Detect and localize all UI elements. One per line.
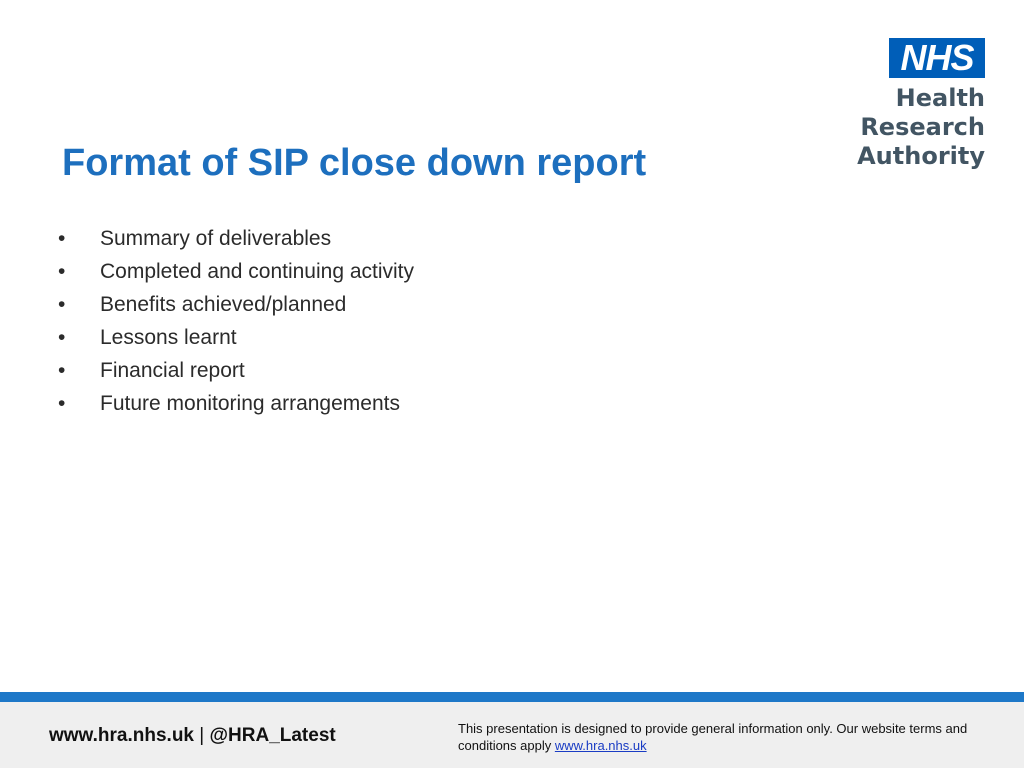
bullet-icon: • (58, 392, 66, 415)
slide-title: Format of SIP close down report (62, 142, 647, 184)
nhs-logo-box: NHS (889, 38, 985, 78)
bullet-icon: • (58, 227, 66, 250)
bullet-icon: • (58, 359, 66, 382)
bullet-item-activity (58, 255, 414, 288)
bullet-text: Financial report (100, 359, 245, 382)
footer-website: www.hra.nhs.uk (49, 725, 194, 746)
bullet-item-monitoring (58, 387, 414, 420)
bullet-item-financial (58, 354, 414, 387)
bullet-text: Benefits achieved/planned (100, 293, 347, 316)
footer-website-link[interactable]: www.hra.nhs.uk (554, 738, 647, 753)
bullet-icon: • (58, 260, 66, 283)
organisation-name (779, 84, 985, 171)
bullet-item-benefits (58, 288, 414, 321)
organisation-name-line-2: Authority (857, 142, 985, 170)
bullet-item-summary (58, 222, 414, 255)
bullet-text: Completed and continuing activity (100, 260, 415, 283)
bullet-text: Lessons learnt (100, 326, 237, 349)
footer-disclaimer (458, 720, 998, 754)
footer-separator: | (194, 725, 210, 746)
footer (0, 702, 1024, 768)
bullet-list (58, 222, 414, 420)
bullet-text: Future monitoring arrangements (100, 392, 400, 415)
footer-twitter-handle: @HRA_Latest (209, 725, 336, 746)
bullet-item-lessons (58, 321, 414, 354)
bullet-text: Summary of deliverables (100, 227, 332, 250)
bullet-icon: • (58, 326, 66, 349)
nhs-hra-logo (779, 37, 985, 170)
bullet-icon: • (58, 293, 66, 316)
footer-contact (49, 725, 336, 747)
footer-disclaimer-text: This presentation is designed to provide general information only. Our website terms and conditions apply (458, 721, 968, 753)
footer-accent-bar (0, 692, 1024, 702)
organisation-name-line-1: Health Research (860, 84, 985, 141)
